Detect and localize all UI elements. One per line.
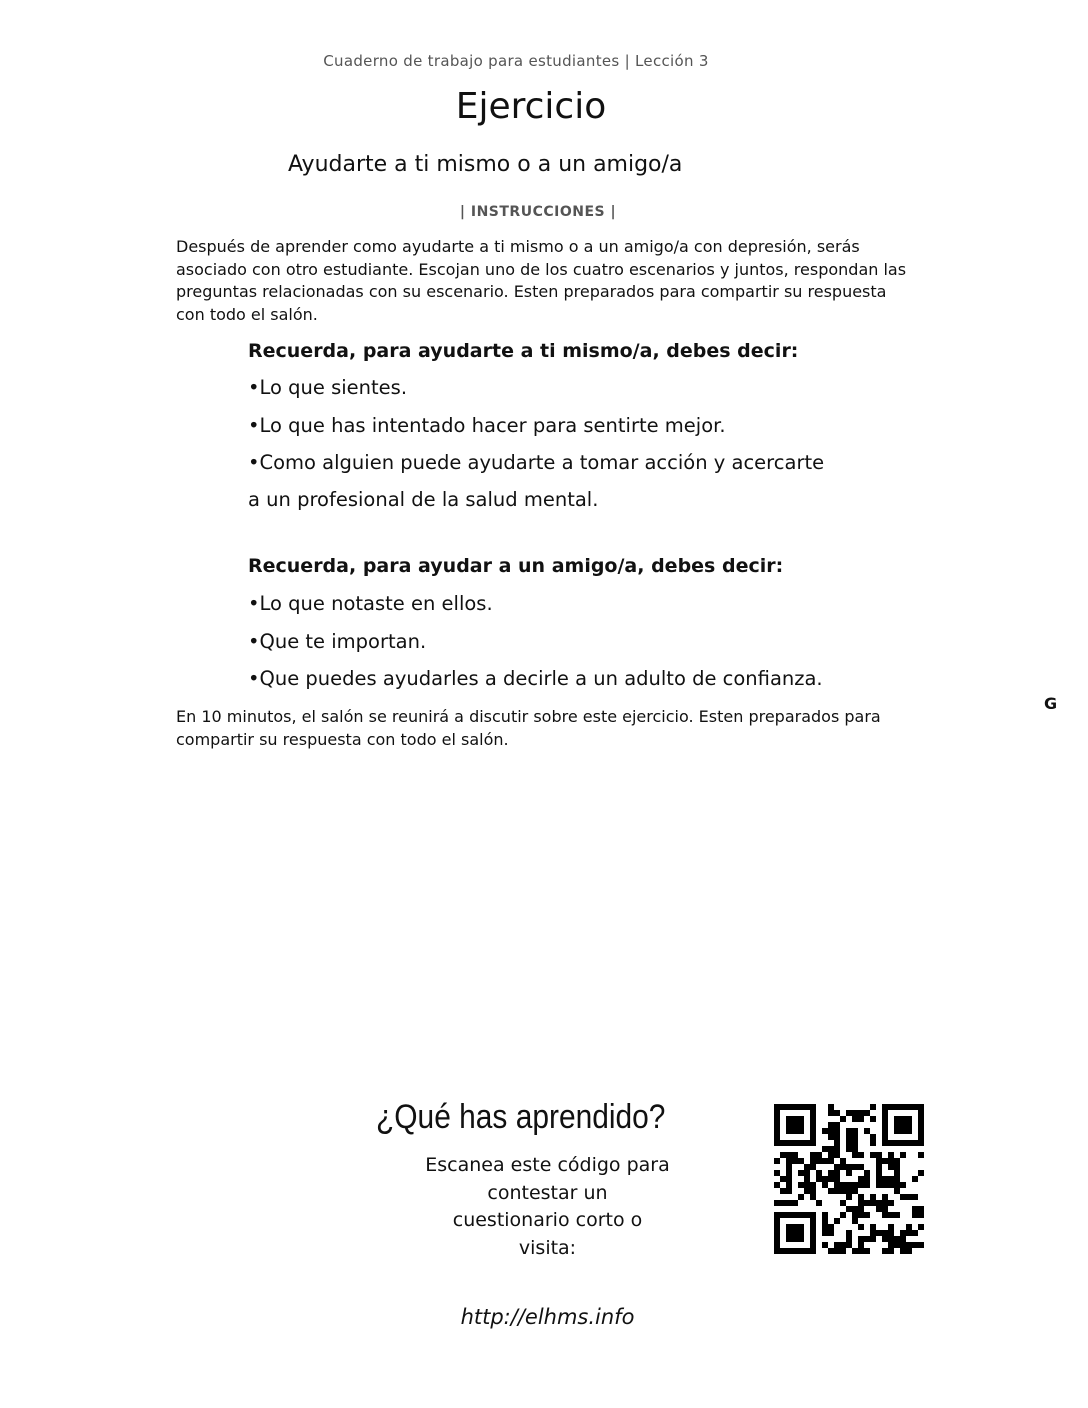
qr-code-icon[interactable] (774, 1104, 924, 1254)
list-item: a un profesional de la salud mental. (248, 488, 599, 511)
learned-body-line: cuestionario corto o (452, 1209, 643, 1231)
instructions-label: | INSTRUCCIONES | (459, 204, 617, 220)
closing-text: En 10 minutos, el salón se reunirá a discutir sobre este ejercicio. Esten preparados para compartir su respuesta con todo el salón. (176, 707, 881, 749)
instructions-text: Después de aprender como ayudarte a ti mismo o a un amigo/a con depresión, serás asociado con otro estudiante. Escojan uno de los cuatro escenarios y juntos, respondan las preguntas relacionadas con su escenario. Esten preparados para compartir su respuesta con todo el salón. (176, 237, 907, 324)
friend-help-block (248, 554, 888, 699)
learned-body-line: visita: (518, 1236, 577, 1259)
page-subtitle: Ayudarte a ti mismo o a un amigo/a (288, 152, 683, 177)
learned-body (410, 1152, 685, 1262)
list-item: •Que te importan. (248, 630, 427, 653)
side-marker: G (1044, 694, 1058, 713)
list-item: •Lo que sientes. (248, 376, 408, 399)
list-item: •Lo que has intentado hacer para sentirte mejor. (248, 414, 726, 437)
self-help-heading: Recuerda, para ayudarte a ti mismo/a, debes decir: (248, 340, 799, 362)
list-item: •Que puedes ayudarles a decirle a un adulto de confianza. (248, 667, 823, 690)
learned-title: ¿Qué has aprendido? (376, 1098, 666, 1136)
friend-help-heading: Recuerda, para ayudar a un amigo/a, debes decir: (248, 555, 784, 577)
survey-link[interactable]: http://elhms.info (460, 1305, 635, 1329)
learned-body-line: contestar un (487, 1181, 608, 1204)
learned-body-line: Escanea este código para (425, 1154, 670, 1176)
list-item: •Como alguien puede ayudarte a tomar acción y acercarte (248, 451, 825, 474)
list-item: •Lo que notaste en ellos. (248, 592, 493, 615)
running-head: Cuaderno de trabajo para estudiantes | Lección 3 (323, 52, 709, 70)
self-help-block (248, 339, 888, 519)
page-title: Ejercicio (455, 86, 607, 127)
